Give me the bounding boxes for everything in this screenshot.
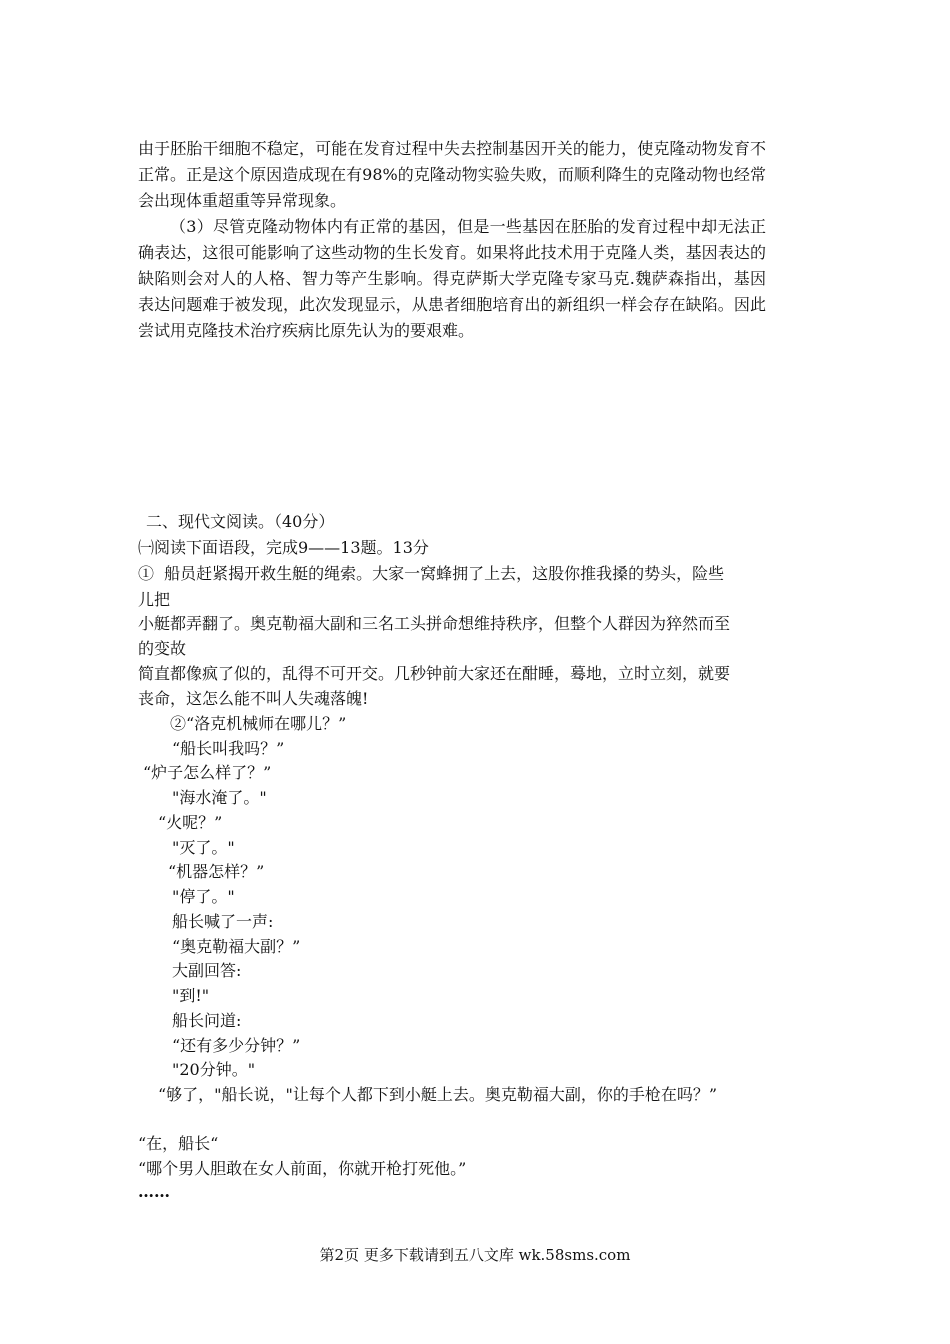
dialogue-line: “机器怎样？”	[168, 862, 265, 881]
text-line: 丧命，这怎么能不叫人失魂落魄!	[138, 689, 369, 708]
text-line: 小艇都弄翻了。奥克勒福大副和三名工头拼命想维持秩序，但整个人群因为猝然而至	[138, 614, 731, 633]
ellipsis: ……	[138, 1182, 170, 1201]
text-line: 简直都像疯了似的，乱得不可开交。几秒钟前大家还在酣睡，蓦地，立时立刻，就要	[138, 664, 731, 683]
dialogue-line: 大副回答:	[172, 961, 242, 980]
section-heading: 二、现代文阅读。（40分）	[146, 512, 335, 531]
passage-paragraph-2: （3）尽管克隆动物体内有正常的基因，但是一些基因在胚胎的发育过程中却无法正确表达，这很可能影响了这些动物的生长发育。如果将此技术用于克隆人类，基因表达的缺陷则会对人的人格、智力等产生影响。得克萨斯大学克隆专家马克.魏萨森指出，基因表达问题难于被发现，此次发现显示，从患者细胞培育出的新组织一样会存在缺陷。因此尝试用克隆技术治疗疾病比原先认为的要艰难。	[138, 217, 766, 340]
dialogue-line: 船长问道:	[172, 1011, 242, 1030]
passage-paragraph-1: 由于胚胎干细胞不稳定，可能在发育过程中失去控制基因开关的能力，使克隆动物发育不正常。正是这个原因造成现在有98%的克隆动物实验失败，而顺利降生的克隆动物也经常会出现体重超重等异常现象。	[138, 139, 766, 210]
dialogue-line: "到!"	[172, 986, 210, 1005]
dialogue-line: “火呢？”	[158, 813, 223, 832]
dialogue-line: “在，船长“	[138, 1134, 219, 1153]
dialogue-line: "海水淹了。"	[172, 788, 267, 807]
text-line: 的变故	[138, 639, 187, 658]
text-line: 儿把	[138, 590, 171, 609]
dialogue-line: “哪个男人胆敢在女人前面，你就开枪打死他。”	[138, 1159, 467, 1178]
dialogue-line: “炉子怎么样了？”	[143, 763, 272, 782]
dialogue-line: “够了，"船长说，"让每个人都下到小艇上去。奥克勒福大副，你的手枪在吗？”	[158, 1085, 718, 1104]
dialogue-line: ②“洛克机械师在哪儿？”	[170, 714, 347, 733]
dialogue-line: "20分钟。"	[172, 1060, 256, 1079]
section-instruction: ㈠阅读下面语段，完成9——13题。13分	[138, 538, 429, 557]
page-footer: 第2页 更多下载请到五八文库 wk.58sms.com	[319, 1246, 631, 1264]
text-line: ① 船员赶紧揭开救生艇的绳索。大家一窝蜂拥了上去，这股你推我搡的势头，险些	[138, 564, 725, 583]
dialogue-line: 船长喊了一声:	[172, 912, 274, 931]
dialogue-line: "灭了。"	[172, 838, 235, 857]
dialogue-line: “还有多少分钟？”	[172, 1036, 301, 1055]
dialogue-line: “奥克勒福大副？”	[172, 937, 301, 956]
dialogue-line: “船长叫我吗？”	[172, 739, 285, 758]
dialogue-line: "停了。"	[172, 887, 235, 906]
